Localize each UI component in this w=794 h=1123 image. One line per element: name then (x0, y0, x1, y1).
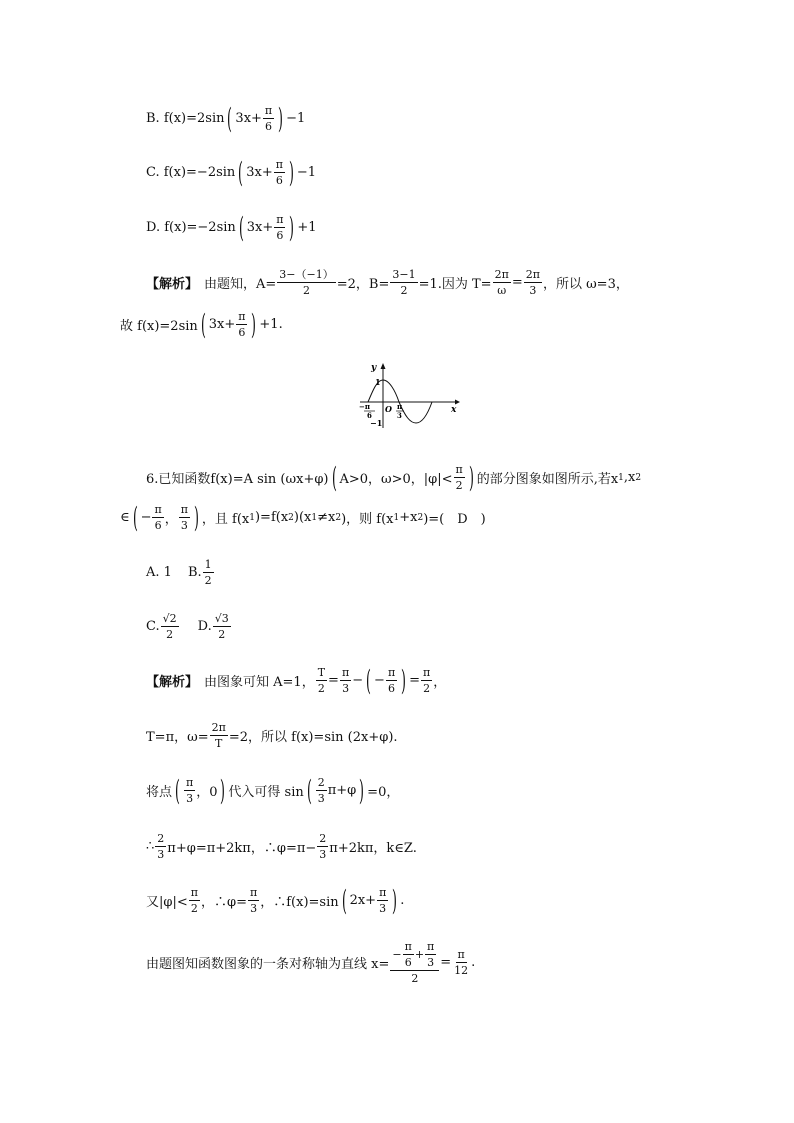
q6-options-cd: C. $\frac{√2}{2}$ D. $\frac{√3}{2}$ (146, 612, 229, 641)
solution-2-line-3: 将点 ( $\frac{\pi}{3}$ ，0 ) 代入可得 sin ( $\frac{2}{3}$ π+φ ) =0， (146, 773, 400, 807)
question-6-line-1: 6.已知函数f(x)=A sin (ωx+φ) ( A>0，ω>0，|φ|< $\frac{\pi}{2}$ ) 的部分图象如图所示,若x 1 ,x 2 (146, 460, 642, 494)
option-c: C. f(x)=−2sin ( 3x+ $\frac{\pi}{6}$ ) −1 (146, 155, 317, 189)
q6-options-ab: A. 1 B. $\frac{1}{2}$ (146, 558, 212, 587)
x-label: x (451, 405, 457, 415)
option-b-label: B. (187, 565, 202, 580)
origin-label: O (385, 404, 392, 414)
solution-tag: 【解析】 (146, 277, 199, 292)
fraction: $\frac{\pi}{6}$ (264, 104, 273, 133)
solution-1-line-1: 【解析】 由题知，A= $\frac{3-(-1)}{2}$ =2，B= $\frac{3-1}{2}$ =1.因为 T= $\frac{2\pi}{\omega}$ = $\frac{2\pi}{3}$ ，所以 ω=3， (146, 268, 629, 297)
fraction: $\frac{\pi}{6}$ (276, 213, 284, 242)
solution-2-line-5: 又|φ|< $\frac{\pi}{2}$ ，∴φ= $\frac{\pi}{3}$ ，∴f(x)=sin ( 2x+ $\frac{\pi}{3}$ ) . (146, 883, 405, 917)
x-axis-arrow (455, 400, 460, 405)
tick-one: 1 (375, 377, 381, 387)
option-d-label: D. (197, 619, 212, 634)
solution-2-line-2: T=π，ω= $\frac{2\pi}{T}$ =2，所以 f(x)=sin (2x+φ). (146, 721, 398, 750)
solution-2-line-1: 【解析】 由图象可知 A=1， $\frac{T}{2}$ = $\frac{\pi}{3}$ − ( − $\frac{\pi}{6}$ ) = $\frac{\pi}{2}$ ， (146, 663, 447, 697)
solution-2-line-4: ∴ $\frac{2}{3}$ π+φ=π+2kπ，∴φ=π− $\frac{2}{3}$ π+2kπ，k∈Z. (146, 832, 417, 861)
tick-neg-one: −1 (370, 418, 383, 428)
fraction: $\frac{\pi}{6}$ (275, 158, 283, 187)
tick-neg-pi: −π (359, 402, 370, 411)
question-6-line-2: ∈ ( − $\frac{\pi}{6}$ ， $\frac{\pi}{3}$ ) ，且 f(x 1 )=f(x 2 )(x 1 ≠x 2 )，则 f(x 1 +x 2 )=( D ) (120, 500, 486, 534)
answer-choice: )=( D ) (423, 512, 486, 527)
y-label: y (371, 363, 377, 373)
tick-six: 6 (367, 411, 372, 420)
sine-graph (355, 360, 465, 430)
option-c-label: C. (146, 619, 160, 634)
solution-tag: 【解析】 (146, 675, 199, 690)
tick-three: 3 (397, 411, 402, 420)
option-a: A. 1 (146, 565, 172, 580)
solution-1-line-2: 故 f(x)=2sin ( 3x+ $\frac{\pi}{6}$ ) +1. (120, 307, 283, 341)
option-b-prefix: B. f(x)=2sin (146, 111, 225, 126)
option-b: B. f(x)=2sin ( 3x+ $\frac{\pi}{6}$ ) −1 (146, 101, 306, 135)
tick-pi: π (397, 402, 403, 411)
y-axis-arrow (381, 363, 386, 369)
option-d: D. f(x)=−2sin ( 3x+ $\frac{\pi}{6}$ ) +1 (146, 210, 317, 244)
solution-2-line-6: 由题图知函数图象的一条对称轴为直线 x= − $\frac{\pi}{6}$ + $\frac{\pi}{3}$ 2 = $\frac{\pi}{12}$ . (146, 940, 476, 985)
